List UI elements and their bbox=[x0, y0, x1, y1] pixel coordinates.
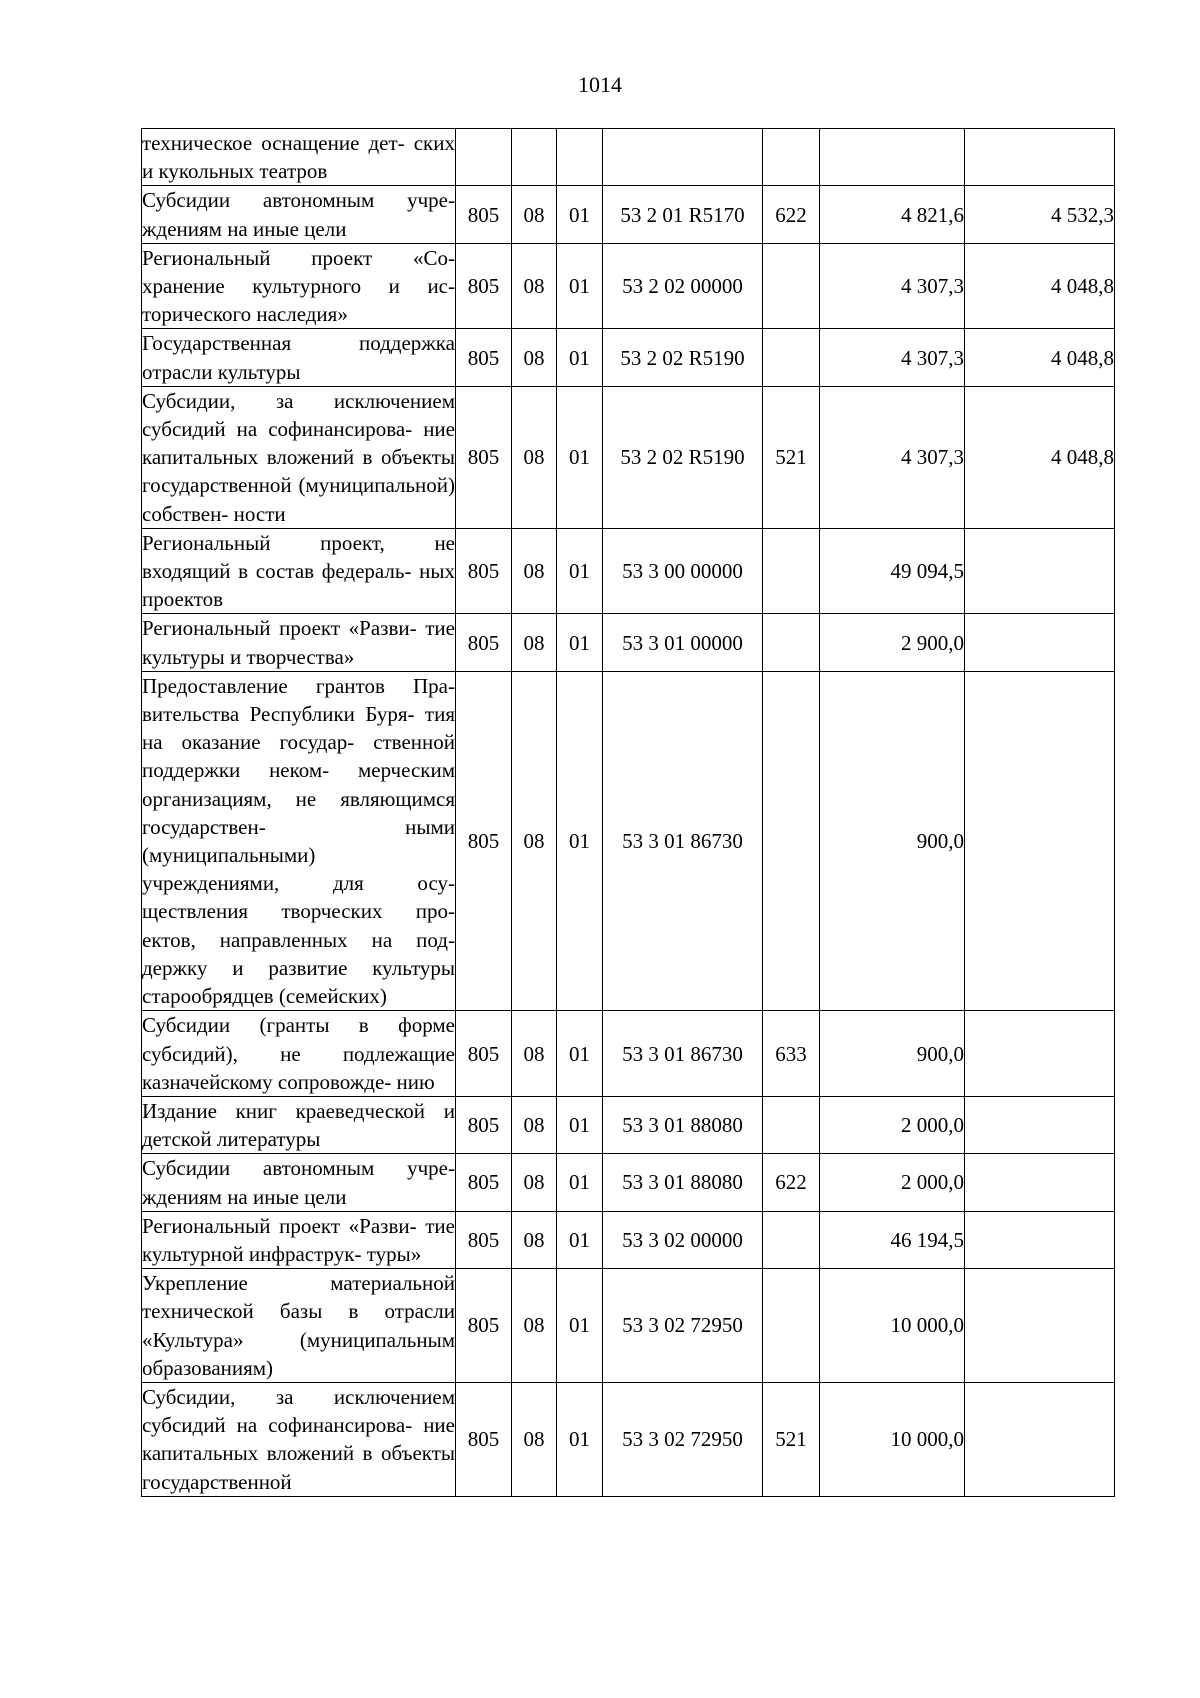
item-name-line: являющимся государствен- bbox=[142, 786, 456, 839]
cell-department-code: 805 bbox=[456, 386, 512, 528]
item-name-line: входящий в состав федераль- bbox=[142, 559, 412, 584]
cell-amount-year-1: 4 307,3 bbox=[820, 386, 965, 528]
cell-subsection-code: 01 bbox=[557, 671, 603, 1010]
item-name-line: и детской литературы bbox=[142, 1098, 455, 1152]
cell-subsection-code: 01 bbox=[557, 329, 603, 386]
table-row bbox=[142, 528, 1115, 614]
item-name-line: ждениям на иные цели bbox=[142, 1184, 347, 1209]
table-row bbox=[142, 243, 1115, 329]
cell-expense-type-code bbox=[763, 1096, 820, 1153]
cell-subsection-code: 01 bbox=[557, 1211, 603, 1268]
cell-subsection-code: 01 bbox=[557, 386, 603, 528]
cell-target-article-code: 53 3 01 86730 bbox=[603, 671, 763, 1010]
cell-expense-type-code: 622 bbox=[763, 186, 820, 243]
cell-item-name bbox=[142, 1211, 456, 1268]
cell-department-code: 805 bbox=[456, 1011, 512, 1097]
item-name-line: технической базы в отрасли bbox=[142, 1299, 455, 1324]
cell-subsection-code: 01 bbox=[557, 243, 603, 329]
item-name-line: Субсидии, за исключением bbox=[142, 388, 455, 413]
item-name-line: Субсидии автономным учре- bbox=[142, 188, 455, 213]
cell-item-name bbox=[142, 1096, 456, 1153]
table-row bbox=[142, 1211, 1115, 1268]
cell-subsection-code: 01 bbox=[557, 1269, 603, 1383]
cell-target-article-code: 53 2 01 R5170 bbox=[603, 186, 763, 243]
item-name-line: объекты государственной bbox=[142, 1441, 455, 1494]
item-name-line: субсидий на софинансирова- bbox=[142, 417, 413, 442]
cell-amount-year-2 bbox=[965, 1011, 1115, 1097]
cell-expense-type-code: 521 bbox=[763, 1382, 820, 1496]
cell-expense-type-code: 622 bbox=[763, 1154, 820, 1211]
cell-department-code: 805 bbox=[456, 671, 512, 1010]
cell-subsection-code: 01 bbox=[557, 1154, 603, 1211]
cell-amount-year-1: 2 900,0 bbox=[820, 614, 965, 671]
item-name-line: мерческим организациям, не bbox=[142, 758, 455, 811]
cell-amount-year-1: 4 821,6 bbox=[820, 186, 965, 243]
cell-expense-type-code: 633 bbox=[763, 1011, 820, 1097]
cell-subsection-code: 01 bbox=[557, 1096, 603, 1153]
item-name-line: отрасли культуры bbox=[142, 359, 301, 384]
item-name-line: учреждениями, для осу- bbox=[142, 871, 455, 896]
table-row bbox=[142, 1269, 1115, 1383]
cell-item-name bbox=[142, 1382, 456, 1496]
cell-item-name bbox=[142, 614, 456, 671]
item-name-line: объекты государственной bbox=[142, 445, 455, 498]
cell-amount-year-2 bbox=[965, 1269, 1115, 1383]
cell-subsection-code bbox=[557, 129, 603, 186]
item-name-line: «Культура» (муниципальным bbox=[142, 1327, 455, 1352]
cell-amount-year-2 bbox=[965, 129, 1115, 186]
cell-section-code bbox=[512, 129, 557, 186]
cell-amount-year-2: 4 048,8 bbox=[965, 243, 1115, 329]
item-name-line: ных проектов bbox=[142, 559, 455, 612]
table-row bbox=[142, 1096, 1115, 1153]
cell-expense-type-code bbox=[763, 1269, 820, 1383]
cell-amount-year-1: 10 000,0 bbox=[820, 1382, 965, 1496]
cell-item-name bbox=[142, 528, 456, 614]
cell-target-article-code: 53 3 02 72950 bbox=[603, 1269, 763, 1383]
cell-amount-year-2 bbox=[965, 671, 1115, 1010]
cell-item-name bbox=[142, 329, 456, 386]
cell-department-code: 805 bbox=[456, 1096, 512, 1153]
item-name-line: Региональный проект «Разви- bbox=[142, 1213, 417, 1238]
cell-expense-type-code bbox=[763, 671, 820, 1010]
item-name-line: Предоставление грантов Пра- bbox=[142, 673, 455, 698]
table-row bbox=[142, 671, 1115, 1010]
item-name-line: ние капитальных вложений в bbox=[142, 417, 455, 470]
item-name-line: Региональный проект «Со- bbox=[142, 245, 455, 270]
cell-target-article-code: 53 2 02 R5190 bbox=[603, 329, 763, 386]
item-name-line: Региональный проект «Разви- bbox=[142, 616, 417, 641]
item-name-line: Издание книг краеведческой bbox=[142, 1098, 426, 1123]
cell-target-article-code: 53 3 01 88080 bbox=[603, 1154, 763, 1211]
cell-item-name bbox=[142, 386, 456, 528]
cell-item-name bbox=[142, 243, 456, 329]
table-row bbox=[142, 614, 1115, 671]
item-name-line: ности bbox=[233, 501, 286, 526]
cell-subsection-code: 01 bbox=[557, 528, 603, 614]
cell-amount-year-1: 10 000,0 bbox=[820, 1269, 965, 1383]
item-name-line: ственной поддержки неком- bbox=[142, 730, 456, 783]
cell-department-code: 805 bbox=[456, 1154, 512, 1211]
cell-section-code: 08 bbox=[512, 386, 557, 528]
cell-target-article-code: 53 3 01 86730 bbox=[603, 1011, 763, 1097]
item-name-line: казначейскому сопровожде- bbox=[142, 1069, 392, 1094]
item-name-line: Субсидии, за исключением bbox=[142, 1384, 455, 1409]
cell-item-name bbox=[142, 1269, 456, 1383]
cell-section-code: 08 bbox=[512, 1211, 557, 1268]
item-name-line: вительства Республики Буря- bbox=[142, 702, 415, 727]
cell-section-code: 08 bbox=[512, 671, 557, 1010]
cell-expense-type-code bbox=[763, 1211, 820, 1268]
cell-department-code bbox=[456, 129, 512, 186]
cell-amount-year-2: 4 048,8 bbox=[965, 329, 1115, 386]
table-row bbox=[142, 129, 1115, 186]
cell-amount-year-2 bbox=[965, 1382, 1115, 1496]
table-row bbox=[142, 1011, 1115, 1097]
cell-amount-year-2 bbox=[965, 1154, 1115, 1211]
cell-amount-year-2: 4 532,3 bbox=[965, 186, 1115, 243]
cell-department-code: 805 bbox=[456, 1211, 512, 1268]
item-name-line: Региональный проект, не bbox=[142, 530, 455, 555]
cell-department-code: 805 bbox=[456, 186, 512, 243]
cell-expense-type-code bbox=[763, 528, 820, 614]
cell-amount-year-1: 900,0 bbox=[820, 1011, 965, 1097]
cell-amount-year-1: 49 094,5 bbox=[820, 528, 965, 614]
table-row bbox=[142, 386, 1115, 528]
cell-section-code: 08 bbox=[512, 1382, 557, 1496]
page-number: 1014 bbox=[578, 72, 622, 97]
cell-expense-type-code: 521 bbox=[763, 386, 820, 528]
item-name-line: Укрепление материальной bbox=[142, 1271, 455, 1296]
budget-table-body bbox=[142, 129, 1115, 1497]
cell-amount-year-1: 2 000,0 bbox=[820, 1154, 965, 1211]
cell-section-code: 08 bbox=[512, 186, 557, 243]
cell-section-code: 08 bbox=[512, 1269, 557, 1383]
table-row bbox=[142, 186, 1115, 243]
item-name-line: ществления творческих про- bbox=[142, 899, 455, 924]
cell-item-name bbox=[142, 1011, 456, 1097]
cell-amount-year-1: 4 307,3 bbox=[820, 243, 965, 329]
item-name-line: хранение культурного и ис- bbox=[142, 274, 455, 299]
item-name-line: ектов, направленных на под- bbox=[142, 927, 455, 952]
item-name-line: Субсидии автономным учре- bbox=[142, 1156, 455, 1181]
cell-section-code: 08 bbox=[512, 1154, 557, 1211]
cell-expense-type-code bbox=[763, 614, 820, 671]
cell-section-code: 08 bbox=[512, 528, 557, 614]
cell-amount-year-1: 4 307,3 bbox=[820, 329, 965, 386]
cell-amount-year-2: 4 048,8 bbox=[965, 386, 1115, 528]
item-name-line: ждениям на иные цели bbox=[142, 216, 347, 241]
cell-section-code: 08 bbox=[512, 329, 557, 386]
cell-target-article-code: 53 3 02 72950 bbox=[603, 1382, 763, 1496]
cell-expense-type-code bbox=[763, 129, 820, 186]
table-row bbox=[142, 1154, 1115, 1211]
item-name-line: ских и кукольных театров bbox=[142, 131, 455, 184]
cell-subsection-code: 01 bbox=[557, 614, 603, 671]
item-name-line: тие культурной инфраструк- bbox=[142, 1213, 455, 1266]
item-name-line: (муниципальной) собствен- bbox=[142, 473, 455, 526]
cell-target-article-code: 53 2 02 R5190 bbox=[603, 386, 763, 528]
item-name-line: субсидий), не подлежащие bbox=[142, 1041, 455, 1066]
cell-subsection-code: 01 bbox=[557, 1382, 603, 1496]
cell-amount-year-1: 2 000,0 bbox=[820, 1096, 965, 1153]
cell-target-article-code: 53 3 00 00000 bbox=[603, 528, 763, 614]
item-name-line: тия на оказание государ- bbox=[142, 702, 455, 755]
cell-target-article-code: 53 3 02 00000 bbox=[603, 1211, 763, 1268]
item-name-line: держку и развитие культуры bbox=[142, 955, 455, 980]
cell-section-code: 08 bbox=[512, 243, 557, 329]
item-name-line: старообрядцев (семейских) bbox=[142, 984, 387, 1009]
cell-section-code: 08 bbox=[512, 1096, 557, 1153]
item-name-line: Государственная поддержка bbox=[142, 331, 455, 356]
cell-subsection-code: 01 bbox=[557, 1011, 603, 1097]
item-name-line: тие культуры и творчества» bbox=[142, 616, 455, 669]
cell-section-code: 08 bbox=[512, 1011, 557, 1097]
item-name-line: ние капитальных вложений в bbox=[142, 1413, 455, 1466]
cell-amount-year-1 bbox=[820, 129, 965, 186]
cell-expense-type-code bbox=[763, 329, 820, 386]
cell-amount-year-1: 900,0 bbox=[820, 671, 965, 1010]
item-name-line: образованиям) bbox=[142, 1355, 274, 1380]
cell-department-code: 805 bbox=[456, 1269, 512, 1383]
cell-department-code: 805 bbox=[456, 243, 512, 329]
cell-item-name bbox=[142, 671, 456, 1010]
cell-department-code: 805 bbox=[456, 614, 512, 671]
cell-item-name bbox=[142, 129, 456, 186]
cell-target-article-code: 53 2 02 00000 bbox=[603, 243, 763, 329]
cell-department-code: 805 bbox=[456, 329, 512, 386]
item-name-line: техническое оснащение дет- bbox=[142, 131, 405, 155]
cell-target-article-code: 53 3 01 88080 bbox=[603, 1096, 763, 1153]
table-row bbox=[142, 329, 1115, 386]
cell-amount-year-2 bbox=[965, 1211, 1115, 1268]
cell-target-article-code: 53 3 01 00000 bbox=[603, 614, 763, 671]
cell-item-name bbox=[142, 1154, 456, 1211]
cell-amount-year-2 bbox=[965, 614, 1115, 671]
item-name-line: субсидий на софинансирова- bbox=[142, 1413, 413, 1438]
item-name-line: туры» bbox=[366, 1241, 422, 1266]
cell-department-code: 805 bbox=[456, 528, 512, 614]
item-name-line: ными (муниципальными) bbox=[142, 814, 455, 868]
cell-item-name bbox=[142, 186, 456, 243]
item-name-line: Субсидии (гранты в форме bbox=[142, 1013, 455, 1038]
cell-amount-year-2 bbox=[965, 528, 1115, 614]
cell-section-code: 08 bbox=[512, 614, 557, 671]
cell-department-code: 805 bbox=[456, 1382, 512, 1496]
table-row bbox=[142, 1382, 1115, 1496]
item-name-line: нию bbox=[396, 1069, 435, 1094]
item-name-line: торического наследия» bbox=[142, 302, 348, 327]
cell-amount-year-1: 46 194,5 bbox=[820, 1211, 965, 1268]
cell-subsection-code: 01 bbox=[557, 186, 603, 243]
cell-expense-type-code bbox=[763, 243, 820, 329]
budget-table bbox=[141, 128, 1115, 1497]
cell-target-article-code bbox=[603, 129, 763, 186]
cell-amount-year-2 bbox=[965, 1096, 1115, 1153]
